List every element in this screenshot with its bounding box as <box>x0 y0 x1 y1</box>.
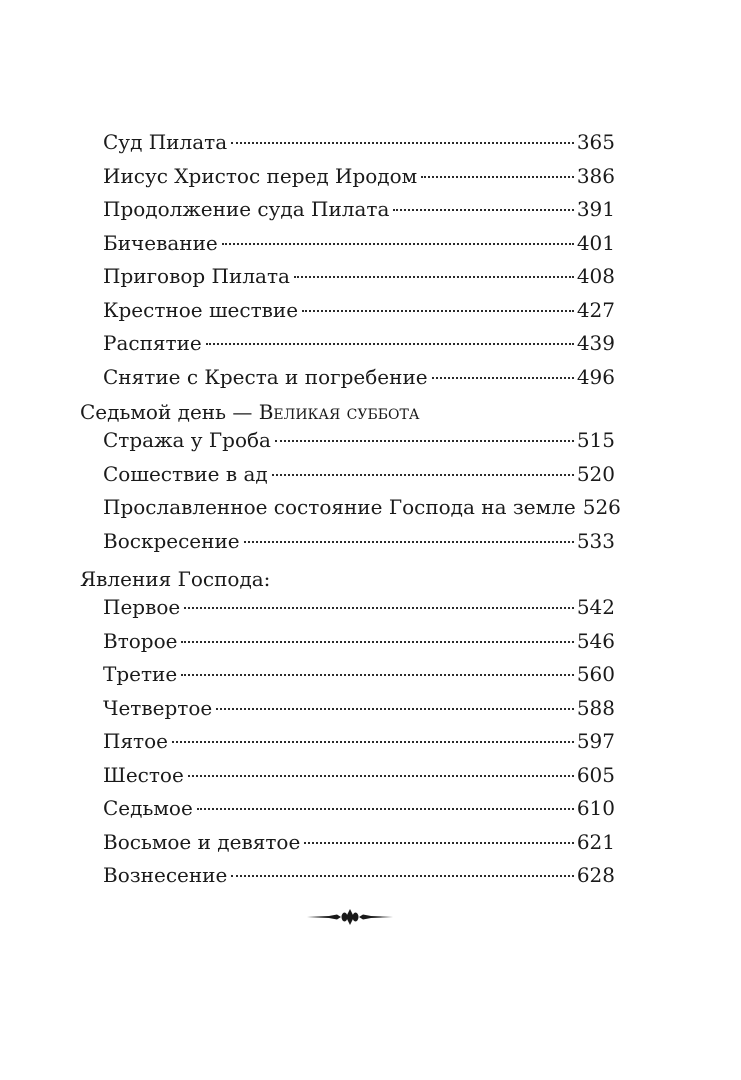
toc-entry-title: Иисус Христос перед Иродом <box>103 163 418 188</box>
toc-entry[interactable] <box>103 759 615 793</box>
toc-entry-title: Шестое <box>103 762 184 787</box>
toc-entry-title: Бичевание <box>103 230 218 255</box>
dot-leader <box>302 310 574 312</box>
toc-entry-page-number: 628 <box>576 863 615 887</box>
toc-entry-title: Суд Пилата <box>103 130 228 154</box>
toc-entry-page-number: 605 <box>576 762 615 787</box>
toc-entry-title: Пятое <box>103 729 168 753</box>
toc-entry-page-number: 439 <box>576 331 615 355</box>
toc-entry-page-number: 496 <box>576 364 615 389</box>
dot-leader <box>244 541 574 543</box>
toc-entry-page-number: 386 <box>576 163 615 188</box>
toc-entry[interactable] <box>103 859 615 893</box>
dot-leader <box>231 875 573 877</box>
toc-entry-page-number: 365 <box>576 130 615 154</box>
toc-entry[interactable] <box>103 160 615 194</box>
toc-entry[interactable] <box>103 294 615 328</box>
toc-entry-title: Третие <box>103 662 178 686</box>
toc-entry-page-number: 610 <box>576 796 615 820</box>
dot-leader <box>272 474 574 476</box>
toc-entry-title: Прославленное состояние Господа на земле <box>103 495 576 519</box>
toc-entry[interactable] <box>103 625 615 659</box>
toc-entry-title: Второе <box>103 628 178 653</box>
toc-entry-title: Первое <box>103 595 181 619</box>
dot-leader <box>181 674 574 676</box>
dot-leader <box>197 808 574 810</box>
toc-entry-title: Четвертое <box>103 695 213 720</box>
toc-entry[interactable] <box>103 725 615 759</box>
toc-entry[interactable] <box>103 458 615 492</box>
dot-leader <box>206 343 574 345</box>
dot-leader <box>294 276 574 278</box>
toc-entry-page-number: 520 <box>576 461 615 486</box>
toc-entry-title: Воскресение <box>103 528 240 553</box>
section-heading-smallcaps: Великая суббота <box>258 400 420 424</box>
toc-entry-page-number: 560 <box>576 662 615 686</box>
dot-leader <box>188 775 574 777</box>
toc-entry[interactable] <box>103 193 615 227</box>
toc-entry-page-number: 533 <box>576 528 615 553</box>
toc-entry-title: Стража у Гроба <box>103 428 271 452</box>
toc-entry[interactable] <box>103 260 615 294</box>
toc-entry-page-number: 597 <box>576 729 615 753</box>
section-heading-seventh-day <box>80 397 419 427</box>
toc-entry[interactable] <box>103 491 621 525</box>
dot-leader <box>222 243 574 245</box>
toc-entry-page-number: 621 <box>576 829 615 854</box>
toc-entry[interactable] <box>103 658 615 692</box>
toc-entry-page-number: 546 <box>576 628 615 653</box>
dot-leader <box>216 708 574 710</box>
toc-entry-title: Сошествие в ад <box>103 461 268 486</box>
toc-entry-page-number: 542 <box>576 595 615 619</box>
toc-entry-page-number: 427 <box>576 297 615 322</box>
toc-entry-title: Распятие <box>103 331 202 355</box>
section-heading-appearances <box>80 564 270 594</box>
toc-entry[interactable] <box>103 361 615 395</box>
toc-entry[interactable] <box>103 424 615 458</box>
toc-group-appearances <box>103 591 615 893</box>
dot-leader <box>231 142 574 144</box>
toc-entry-title: Крестное шествие <box>103 297 299 322</box>
toc-entry[interactable] <box>103 826 615 860</box>
toc-entry-title: Продолжение суда Пилата <box>103 197 390 221</box>
toc-entry-page-number: 515 <box>576 428 615 452</box>
toc-group-saturday <box>103 424 621 558</box>
toc-entry[interactable] <box>103 792 615 826</box>
toc-entry-page-number: 526 <box>582 495 621 519</box>
toc-entry-title: Приговор Пилата <box>103 264 290 288</box>
toc-entry-page-number: 391 <box>576 197 615 221</box>
toc-entry[interactable] <box>103 525 615 559</box>
dot-leader <box>172 741 574 743</box>
dot-leader <box>275 440 574 442</box>
toc-entry[interactable] <box>103 227 615 261</box>
toc-entry-title: Восьмое и девятое <box>103 829 301 854</box>
dot-leader <box>184 607 574 609</box>
toc-entry-title: Вознесение <box>103 863 228 887</box>
end-ornament-icon <box>307 906 393 928</box>
toc-group-trial <box>103 126 615 394</box>
dot-leader <box>181 641 573 643</box>
toc-entry[interactable] <box>103 591 615 625</box>
toc-entry[interactable] <box>103 126 615 160</box>
toc-entry-title: Седьмое <box>103 796 193 820</box>
section-heading-prefix: Явления Господа: <box>80 567 271 591</box>
toc-entry[interactable] <box>103 327 615 361</box>
dot-leader <box>304 842 574 844</box>
toc-entry-title: Снятие с Креста и погребение <box>103 364 428 389</box>
dot-leader <box>421 176 574 178</box>
dot-leader <box>432 377 574 379</box>
toc-entry-page-number: 401 <box>576 230 615 255</box>
toc-entry[interactable] <box>103 692 615 726</box>
toc-entry-page-number: 588 <box>576 695 615 720</box>
toc-entry-page-number: 408 <box>576 264 615 288</box>
dot-leader <box>393 209 573 211</box>
section-heading-prefix: Седьмой день — <box>80 400 259 424</box>
